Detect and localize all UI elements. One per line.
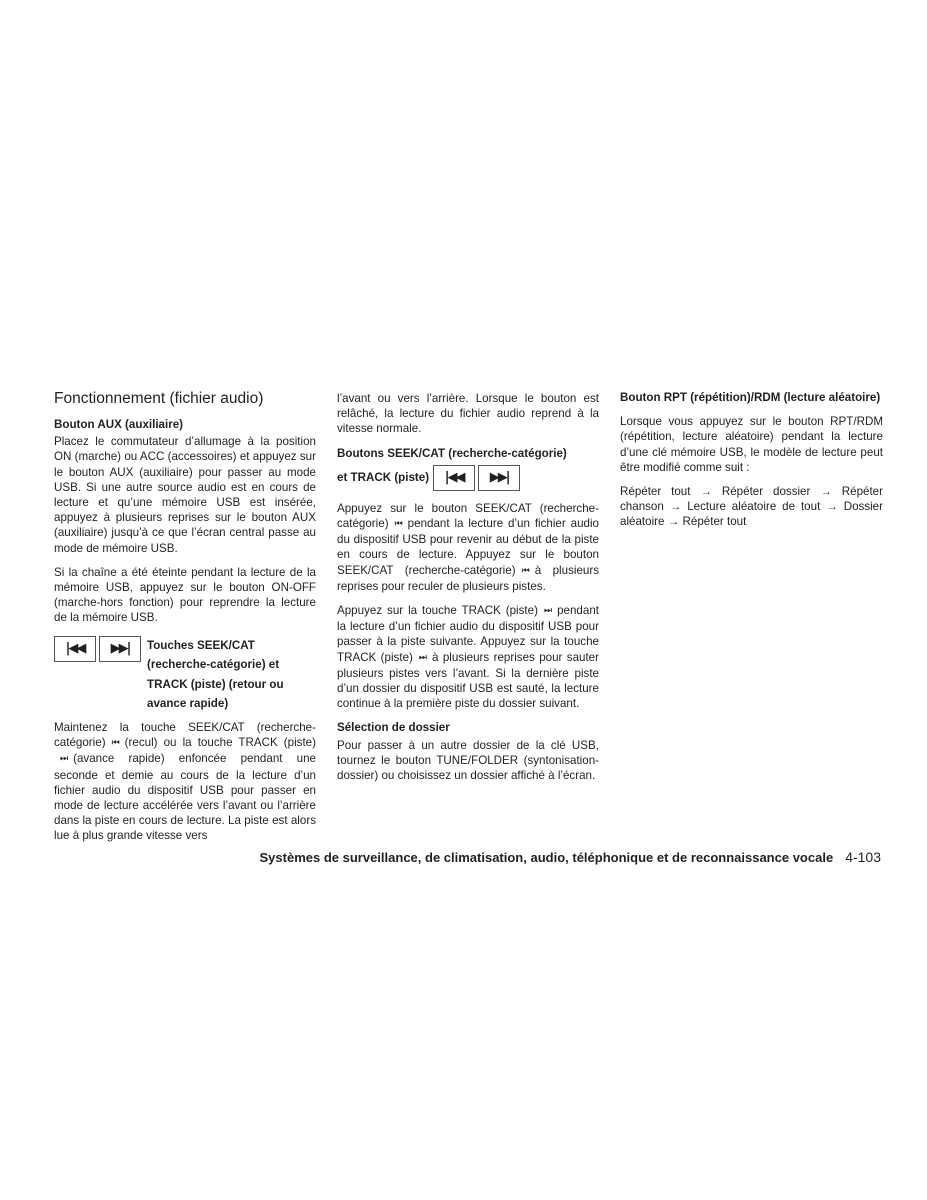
continuation-paragraph: l’avant ou vers l’arrière. Lorsque le bouton est relâché, la lecture du fichier audio reprend à la vitesse normale. bbox=[337, 392, 599, 436]
rpt-paragraph: Lorsque vous appuyez sur le bouton RPT/RDM (répétition, lecture aléatoire) pendant la lecture d’une clé mémoire USB, le modèle de lecture peut être modifié comme suit : bbox=[620, 415, 883, 474]
seek-buttons-pair bbox=[433, 465, 520, 491]
seek-track-paragraph bbox=[54, 720, 316, 844]
chapter-title: Systèmes de surveillance, de climatisation, audio, téléphonique et de reconnaissance vocale bbox=[259, 850, 834, 865]
next-icon: ⏭ bbox=[418, 652, 426, 663]
seek-p1c: à plusieurs reprises pour reculer de plusieurs pistes. bbox=[337, 563, 599, 593]
prev-icon: ⏮ bbox=[521, 565, 529, 576]
seek-text-1: Maintenez la touche SEEK/CAT (recherche-catégorie) bbox=[54, 721, 316, 750]
seek-p1b: pendant la lecture d’un fichier audio du dispositif USB pour revenir au début de la piste en cours de lecture. Appuyez sur le bouton SEEK/CAT (recherche-catégorie) bbox=[337, 517, 599, 577]
section-title: Fonctionnement (fichier audio) bbox=[54, 390, 264, 407]
seek-p1a: Appuyez sur le bouton SEEK/CAT (recherche-catégorie) bbox=[337, 501, 599, 531]
rpt-sequence: Répéter tout → Répéter dossier → Répéter chanson → Lecture aléatoire de tout → Dossier aléatoire → Répéter tout bbox=[620, 485, 883, 529]
seek-text-3: (avance rapide) enfoncée pendant une seconde et demie au cours de la lecture d’un fichier audio du dispositif USB pour passer en mode de lecture accélérée vers l’avant ou l’arrière dans la piste en cours de lecture. La piste est alors lue à plus grande vitesse vers bbox=[54, 752, 316, 843]
seek-buttons-heading-line1: Boutons SEEK/CAT (recherche-catégorie) bbox=[337, 446, 567, 460]
column-middle bbox=[337, 391, 599, 783]
onoff-paragraph: Si la chaîne a été éteinte pendant la lecture de la mémoire USB, appuyez sur le bouton ON-OFF (marche-hors fonction) pour reprendre la lecture de la mémoire USB. bbox=[54, 565, 316, 625]
aux-paragraph: Placez le commutateur d’allumage à la position ON (marche) ou ACC (accessoires) et appuyez sur le bouton AUX (auxiliaire) pour passer au mode USB. Si une autre source audio est en cours de lecture et qu’une mémoire USB est insérée, appuyez à plusieurs reprises sur le bouton AUX (auxiliaire) jusqu’à ce que l’écran central passe au mode de mémoire USB. bbox=[54, 435, 316, 555]
seek-track-heading: Touches SEEK/CAT (recherche-catégorie) et TRACK (piste) (retour ou avance rapide) bbox=[147, 638, 284, 711]
rpt-heading: Bouton RPT (répétition)/RDM (lecture aléatoire) bbox=[620, 391, 881, 404]
folder-paragraph: Pour passer à un autre dossier de la clé USB, tournez le bouton TUNE/FOLDER (syntonisation-dossier) ou choisissez un dossier affiché à l’écran. bbox=[337, 738, 599, 783]
track-p2b: pendant la lecture d’un fichier audio du dispositif USB pour passer à la piste suivante. Appuyez sur la touche TRACK (piste) bbox=[337, 604, 599, 664]
column-left bbox=[54, 390, 316, 844]
column-right bbox=[620, 390, 883, 530]
track-paragraph bbox=[337, 603, 599, 711]
next-icon: ⏭ bbox=[60, 754, 68, 765]
seek-track-button-pair bbox=[54, 636, 141, 662]
track-forward-button-icon: ▶▶| bbox=[99, 636, 141, 662]
seek-buttons-heading-line2-block bbox=[337, 465, 599, 491]
page-number: 4-103 bbox=[845, 849, 881, 865]
prev-icon: ⏮ bbox=[111, 738, 119, 749]
page-footer bbox=[260, 849, 881, 865]
track-forward-button-icon: ▶▶| bbox=[478, 465, 520, 491]
seek-paragraph bbox=[337, 501, 599, 594]
seek-track-heading-block bbox=[54, 636, 316, 714]
prev-icon: ⏮ bbox=[394, 519, 402, 530]
aux-heading: Bouton AUX (auxiliaire) bbox=[54, 418, 184, 431]
track-p2a: Appuyez sur la touche TRACK (piste) bbox=[337, 604, 538, 618]
seek-buttons-heading-line2: et TRACK (piste) bbox=[337, 471, 430, 485]
folder-heading: Sélection de dossier bbox=[337, 721, 450, 735]
seek-back-button-icon: |◀◀ bbox=[54, 636, 96, 662]
next-icon: ⏭ bbox=[543, 606, 552, 617]
seek-back-button-icon: |◀◀ bbox=[433, 465, 475, 491]
seek-text-2: (recul) ou la touche TRACK (piste) bbox=[124, 736, 316, 750]
track-p2c: à plusieurs reprises pour sauter plusieurs pistes vers l’avant. Si la dernière piste d’un dossier du dispositif USB est sauté, la lecture continue à la première piste du dossier suivant. bbox=[337, 650, 599, 711]
